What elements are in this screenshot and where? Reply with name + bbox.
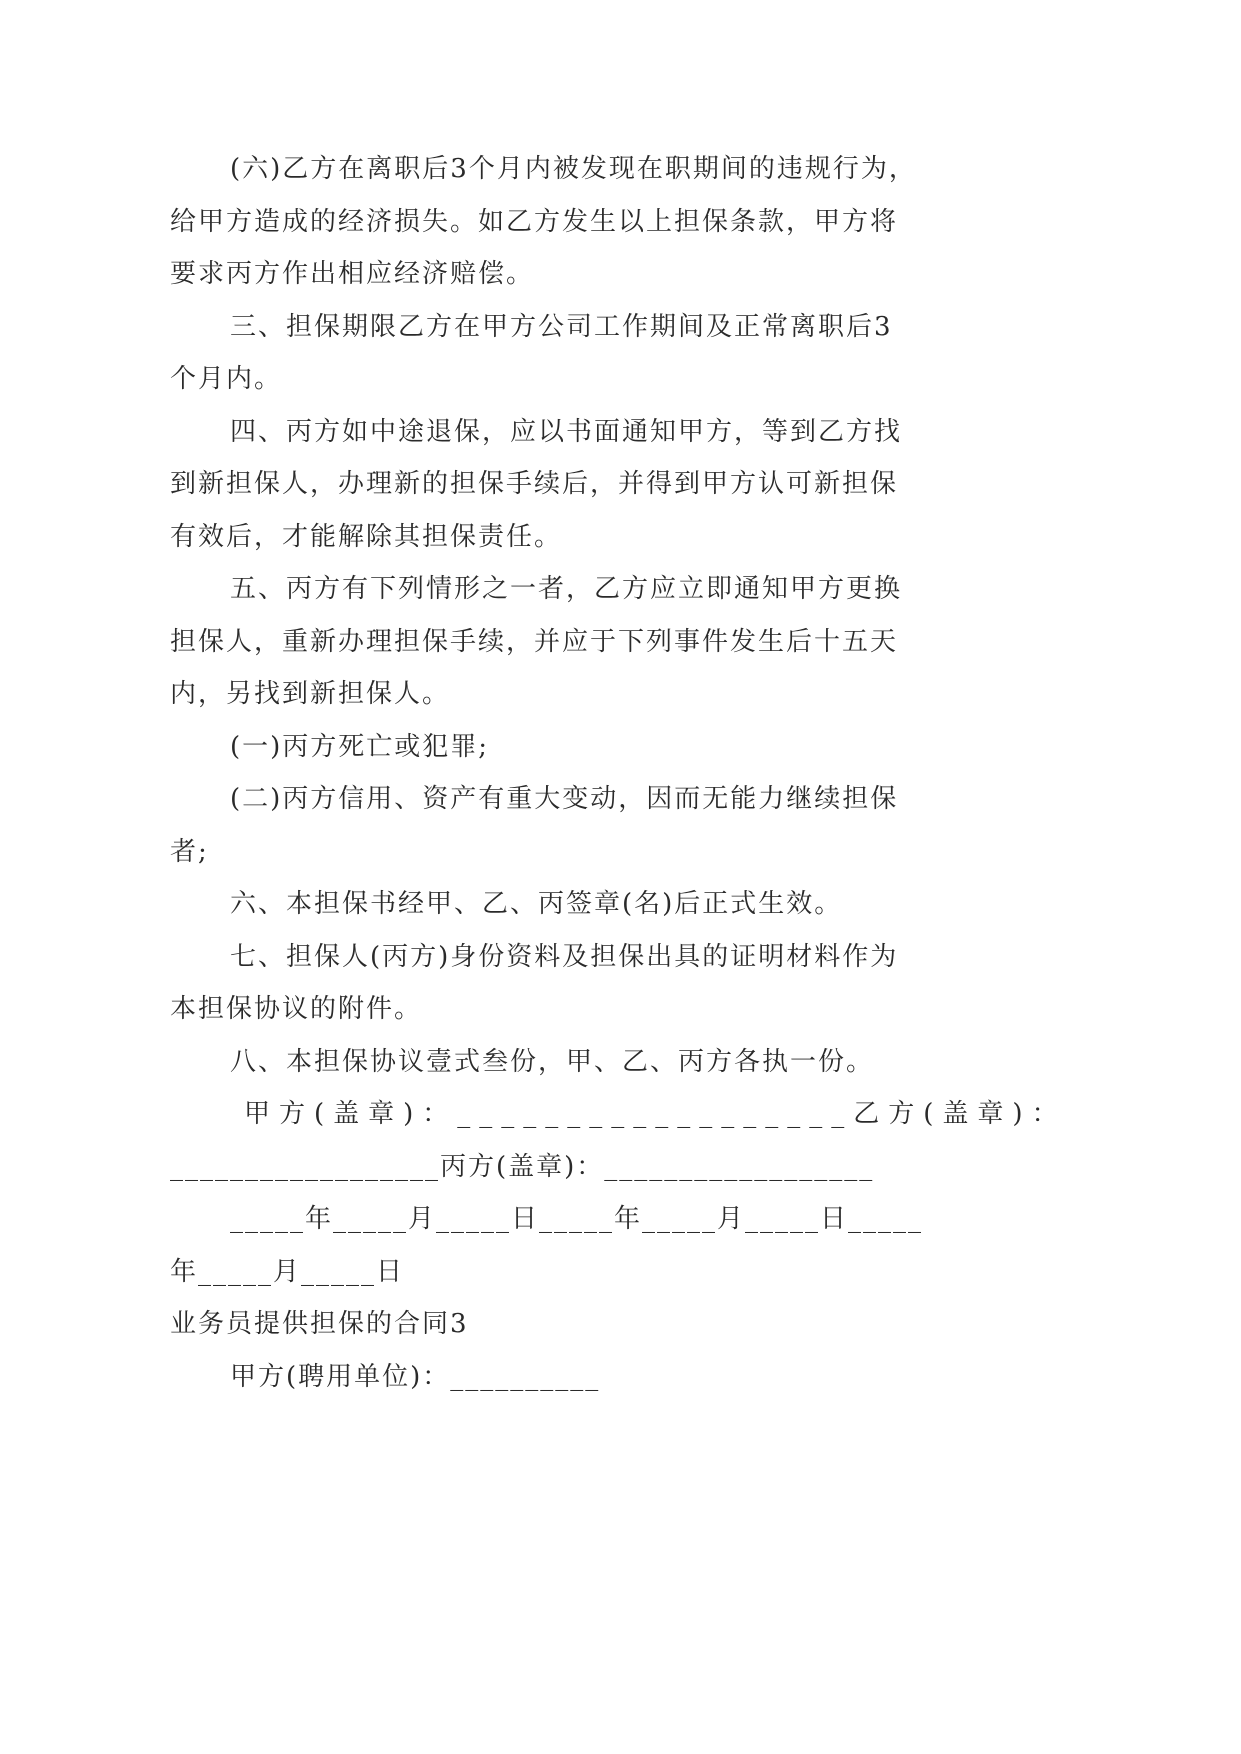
text-line: 有效后，才能解除其担保责任。 [170, 522, 563, 552]
text-line: 要求丙方作出相应经济赔偿。 [170, 259, 535, 289]
text-line: 担保人，重新办理担保手续，并应于下列事件发生后十五天 [170, 627, 899, 657]
text-line: 四、丙方如中途退保，应以书面通知甲方，等到乙方找 [230, 417, 903, 447]
text-line: 八、本担保协议壹式叁份，甲、乙、丙方各执一份。 [230, 1047, 875, 1077]
text-line: 到新担保人，办理新的担保手续后，并得到甲方认可新担保 [170, 469, 899, 499]
date-line: 年_____月_____日 [170, 1257, 405, 1287]
section-heading: 业务员提供担保的合同3 [170, 1309, 469, 1339]
text-line: 者; [170, 837, 209, 867]
text-line: 六、本担保书经甲、乙、丙签章(名)后正式生效。 [230, 889, 843, 919]
party-a-line: 甲方(聘用单位)：__________ [230, 1362, 601, 1392]
text-line: (六)乙方在离职后3个月内被发现在职期间的违规行为， [230, 154, 917, 184]
text-line: 七、担保人(丙方)身份资料及担保出具的证明材料作为 [230, 942, 899, 972]
text-line: 三、担保期限乙方在甲方公司工作期间及正常离职后3 [230, 312, 893, 342]
text-line: 五、丙方有下列情形之一者，乙方应立即通知甲方更换 [230, 574, 903, 604]
date-line: _____年_____月_____日_____年_____月_____日_____ [230, 1204, 924, 1234]
signature-line-party-a-b: 甲方(盖章)：__________________乙方(盖章)： [244, 1099, 1067, 1129]
text-line: 本担保协议的附件。 [170, 994, 423, 1024]
text-line: (二)丙方信用、资产有重大变动，因而无能力继续担保 [230, 784, 899, 814]
text-line: 给甲方造成的经济损失。如乙方发生以上担保条款，甲方将 [170, 207, 899, 237]
text-line: 个月内。 [170, 364, 283, 394]
text-line: (一)丙方死亡或犯罪; [230, 732, 490, 762]
text-line: 内，另找到新担保人。 [170, 679, 451, 709]
signature-line-party-c: __________________丙方(盖章)：__________________ [170, 1152, 875, 1182]
